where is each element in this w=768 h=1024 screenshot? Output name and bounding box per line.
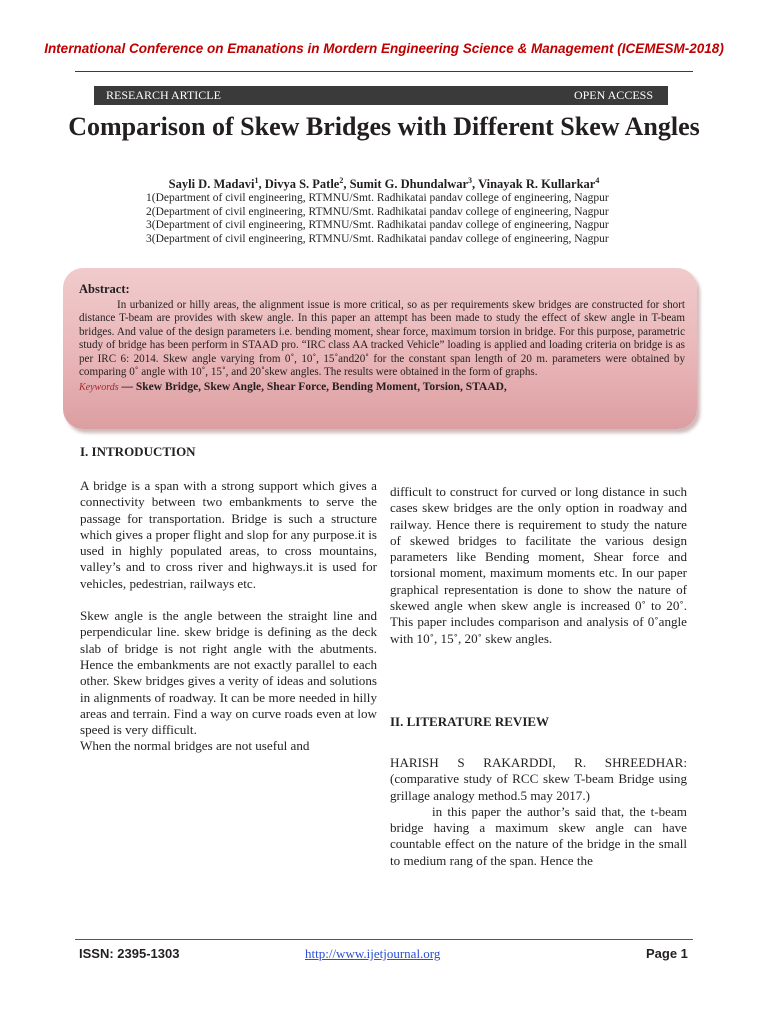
paragraph: A bridge is a span with a strong support which gives a connectivity between two embankments to serve the passage for transportation. Bridge is such a structure which gives a proper flight and slop for any purpose.it is used in highly populated areas, to cross mountains, valley’s and to cross river and highways.it is used for vehicles, pedestrian, railways etc. [80, 478, 377, 591]
keywords-line [79, 381, 685, 393]
author-affil-mark: 4 [595, 176, 600, 185]
keywords-text: Skew Bridge, Skew Angle, Shear Force, Bending Moment, Torsion, STAAD, [135, 381, 507, 394]
affiliation-list [146, 192, 609, 246]
conference-header: International Conference on Emanations in Mordern Engineering Science & Management (ICEMESM-2018) [44, 41, 724, 56]
right-column [390, 484, 687, 647]
affiliation-line: 3(Department of civil engineering, RTMNU/Smt. Radhikatai pandav college of engineering, Nagpur [146, 232, 609, 245]
keywords-label: Keywords [79, 382, 119, 394]
author-name: Vinayak R. Kullarkar [478, 177, 596, 192]
paragraph: Skew angle is the angle between the straight line and perpendicular line. skew bridge is defining as the deck slab of bridge is not right angle with the abutments. Hence the embankments are not exactly parallel to each other. Skew bridges gives a verity of ideas and solutions in alignments of roadway. It can be more needed in hilly areas and terrain. Find a way on curve roads even at low speed is very difficult. [80, 608, 377, 738]
footer-rule [75, 939, 693, 940]
abstract-heading: Abstract: [79, 282, 130, 296]
affiliation-line: 2(Department of civil engineering, RTMNU/Smt. Radhikatai pandav college of engineering, Nagpur [146, 205, 609, 218]
keywords-dash: — [121, 381, 134, 394]
article-type-bar [94, 86, 668, 105]
paragraph-text: in this paper the author’s said that, the t-beam bridge having a maximum skew angle can have countable effect on the nature of the bridge in the small to medium rang of the span. Hence the [390, 803, 687, 868]
author-list: Sayli D. Madavi$^1$, Divya S. Patle$^2$, Sumit G. Dhundalwar$^3$, Vinayak R. Kullarkar$^4$ [168, 176, 600, 192]
paragraph: difficult to construct for curved or long distance in such cases skew bridges are the only option in roadway and railway. Hence there is requirement to study the nature of skewed bridges to facilitate the various design parameters like Bending moment, Shear force and torsional moment, maximum moments etc. In our paper graphical representation is done to show the nature of skewed angle when skew angle is increased 0˚ to 20˚. This paper includes comparison and analysis of 0˚angle with 10˚, 15˚, 20˚ skew angles. [390, 484, 687, 646]
issn-label: ISSN: 2395-1303 [79, 946, 180, 961]
introduction-heading: I. INTRODUCTION [80, 444, 196, 459]
page-number: Page 1 [646, 946, 688, 961]
article-type-label: RESEARCH ARTICLE [106, 88, 221, 102]
paragraph: When the normal bridges are not useful and [80, 738, 310, 754]
author-affil-mark: 3 [468, 176, 473, 185]
abstract-text [79, 299, 685, 379]
affiliation-line: 1(Department of civil engineering, RTMNU/Smt. Radhikatai pandav college of engineering, Nagpur [146, 192, 609, 204]
author-name: Sayli D. Madavi [168, 177, 255, 192]
open-access-label: OPEN ACCESS [573, 88, 653, 102]
paragraph [390, 804, 687, 869]
left-column [80, 478, 377, 755]
paper-title: Comparison of Skew Bridges with Different Skew Angles [68, 112, 700, 141]
author-affil-mark: 2 [339, 176, 344, 185]
literature-review-body [390, 755, 687, 869]
literature-review-heading: II. LITERATURE REVIEW [390, 714, 550, 729]
affiliation-line: 3(Department of civil engineering, RTMNU/Smt. Radhikatai pandav college of engineering, Nagpur [146, 219, 609, 231]
author-affil-mark: 1 [254, 176, 259, 185]
paragraph: HARISH S RAKARDDI, R. SHREEDHAR: (comparative study of RCC skew T-beam Bridge using grillage analogy method.5 may 2017.) [390, 755, 687, 803]
author-name: Divya S. Patle [264, 177, 340, 192]
journal-link[interactable]: http://www.ijetjournal.org [305, 946, 441, 961]
abstract-box [63, 268, 697, 429]
author-name: Sumit G. Dhundalwar [349, 177, 469, 192]
header-rule [75, 71, 693, 72]
abstract-body: In urbanized or hilly areas, the alignment issue is more critical, so as per requirements skew bridges are constructed for short distance T-beam are provides with skew angle. In this paper an attempt has been made to study the effect of skew angle in T-beam bridges. And value of the design parameters i.e. bending moment, shear force, maximum torsion in bridge. For this purpose, parametric study of bridge has been perform in STAAD pro. “IRC class AA tracked Vehicle” loading is applied and loading criteria on bridge is as per IRC 6: 2014. Skew angle varying from 0˚, 10˚, 15˚and20˚ for the constant span length of 20 m. parameters were obtained by comparing 0˚ angle with 10˚, 15˚, and 20˚skew angles. The results were obtained in the form of graphs. [79, 299, 685, 379]
